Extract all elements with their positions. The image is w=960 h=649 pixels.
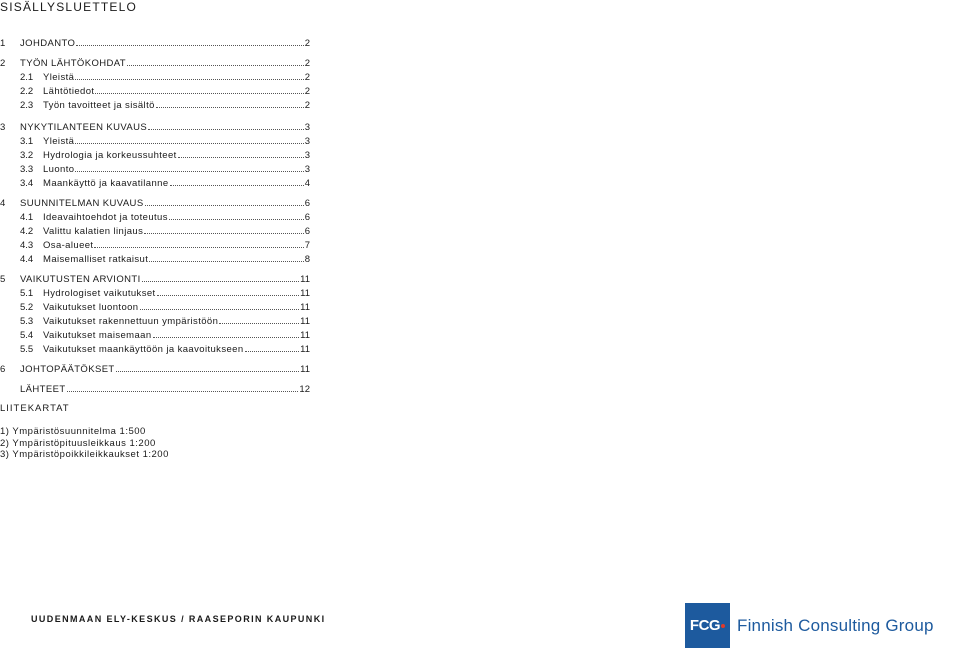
toc-entry-title: Vaikutukset rakennettuun ympäristöön xyxy=(43,316,219,327)
appendix-item: 1) Ympäristösuunnitelma 1:500 xyxy=(0,426,146,437)
toc-leader-dots xyxy=(95,84,303,94)
toc-leader-dots xyxy=(157,286,300,296)
toc-entry[interactable] xyxy=(0,342,310,355)
toc-entry-page: 3 xyxy=(304,136,310,147)
toc-entry-number: 2.2 xyxy=(20,86,34,97)
toc-leader-dots xyxy=(169,210,304,220)
toc-entry-title: Vaikutukset maisemaan xyxy=(43,330,152,341)
toc-entry-number: 2.3 xyxy=(20,100,34,111)
toc-entry[interactable] xyxy=(0,84,310,97)
toc-entry-title: JOHDANTO xyxy=(20,38,76,49)
toc-entry-title: Hydrologia ja korkeussuhteet xyxy=(43,150,177,161)
toc-entry-number: 4.1 xyxy=(20,212,34,223)
toc-entry-number: 5.1 xyxy=(20,288,34,299)
toc-entry-page: 6 xyxy=(304,198,310,209)
toc-entry-page: 2 xyxy=(304,86,310,97)
toc-entry-page: 7 xyxy=(304,240,310,251)
toc-entry-number: 5.4 xyxy=(20,330,34,341)
toc-entry-number: 3 xyxy=(0,122,6,133)
toc-leader-dots xyxy=(75,70,303,80)
toc-entry-page: 3 xyxy=(304,122,310,133)
toc-entry[interactable] xyxy=(0,238,310,251)
toc-leader-dots xyxy=(75,134,303,144)
toc-entry[interactable] xyxy=(0,196,310,209)
toc-entry-number: 3.3 xyxy=(20,164,34,175)
logo-company-name: Finnish Consulting Group xyxy=(737,616,934,635)
toc-entry[interactable] xyxy=(0,328,310,341)
toc-entry-page: 11 xyxy=(300,288,310,299)
toc-entry[interactable] xyxy=(0,98,310,111)
toc-entry[interactable] xyxy=(0,120,310,133)
toc-entry-title: SUUNNITELMAN KUVAUS xyxy=(20,198,144,209)
toc-leader-dots xyxy=(170,176,304,186)
appendix-list xyxy=(0,426,169,461)
toc-entry-title: Yleistä xyxy=(43,136,75,147)
toc-entry-title: Lähtötiedot xyxy=(43,86,95,97)
toc-leader-dots xyxy=(149,252,303,262)
toc-leader-dots xyxy=(245,342,300,352)
toc-entry-page: 12 xyxy=(299,384,310,395)
toc-entry-number: 4 xyxy=(0,198,6,209)
toc-entry-page: 11 xyxy=(300,330,310,341)
toc-leader-dots xyxy=(178,148,304,158)
toc-leader-dots xyxy=(140,300,300,310)
toc-entry-number: 3.1 xyxy=(20,136,34,147)
toc-entry-page: 11 xyxy=(300,344,310,355)
toc-entry[interactable] xyxy=(0,314,310,327)
toc-entry-title: Työn tavoitteet ja sisältö xyxy=(43,100,155,111)
toc-entry-number: 5.5 xyxy=(20,344,34,355)
toc-entry[interactable] xyxy=(0,286,310,299)
toc-entry-title: Maankäyttö ja kaavatilanne xyxy=(43,178,169,189)
toc-entry-title: Luonto xyxy=(43,164,75,175)
toc-entry-page: 2 xyxy=(304,38,310,49)
toc-entry-number: 6 xyxy=(0,364,6,375)
toc-entry-title: JOHTOPÄÄTÖKSET xyxy=(20,364,115,375)
toc-entry[interactable] xyxy=(0,300,310,313)
toc-leader-dots xyxy=(127,56,304,66)
toc-entry-page: 6 xyxy=(304,226,310,237)
toc-entry[interactable] xyxy=(0,36,310,49)
page-title: SISÄLLYSLUETTELO xyxy=(0,0,138,14)
toc-entry-page: 2 xyxy=(304,58,310,69)
toc-entry-page: 2 xyxy=(304,100,310,111)
toc-leader-dots xyxy=(76,36,303,46)
toc-entry-title: TYÖN LÄHTÖKOHDAT xyxy=(20,58,126,69)
appendix-item: 3) Ympäristöpoikkileikkaukset 1:200 xyxy=(0,449,169,460)
toc-entry-number: 4.3 xyxy=(20,240,34,251)
toc-entry-page: 11 xyxy=(300,274,310,285)
toc-entry[interactable] xyxy=(0,382,310,395)
toc-entry-title: Hydrologiset vaikutukset xyxy=(43,288,156,299)
toc-entry[interactable] xyxy=(0,162,310,175)
fcg-logo-icon xyxy=(685,603,730,648)
toc-entry-page: 6 xyxy=(304,212,310,223)
toc-entry[interactable] xyxy=(0,176,310,189)
logo-dot xyxy=(721,624,725,628)
toc-entry[interactable] xyxy=(0,70,310,83)
footer-client: UUDENMAAN ELY-KESKUS / RAASEPORIN KAUPUNKI xyxy=(31,614,326,624)
toc-entry-page: 3 xyxy=(304,164,310,175)
toc-leader-dots xyxy=(148,120,304,130)
logo-letters: FCG xyxy=(689,617,721,634)
toc-entry-number: 4.4 xyxy=(20,254,34,265)
toc-entry-title: Yleistä xyxy=(43,72,75,83)
toc-entry-title: Osa-alueet xyxy=(43,240,94,251)
toc-entry-number: 5.3 xyxy=(20,316,34,327)
toc-entry-title: VAIKUTUSTEN ARVIONTI xyxy=(20,274,141,285)
toc-entry[interactable] xyxy=(0,210,310,223)
appendix-item: 2) Ympäristöpituusleikkaus 1:200 xyxy=(0,437,156,449)
toc-entry-page: 2 xyxy=(304,72,310,83)
toc-entry-title: Vaikutukset maankäyttöön ja kaavoitukseen xyxy=(43,344,244,355)
toc-entry-number: 5.2 xyxy=(20,302,34,313)
toc-leader-dots xyxy=(156,98,304,108)
appendix-heading: LIITEKARTAT xyxy=(0,403,70,414)
toc-entry-number: 1 xyxy=(0,38,6,49)
toc-leader-dots xyxy=(219,314,299,324)
toc-leader-dots xyxy=(145,196,304,206)
toc-entry-number: 2 xyxy=(0,58,6,69)
toc-entry[interactable] xyxy=(0,272,310,285)
toc-leader-dots xyxy=(144,224,303,234)
toc-entry-title: LÄHTEET xyxy=(20,384,66,395)
toc-entry-title: Maisemalliset ratkaisut xyxy=(43,254,149,265)
toc-entry-page: 11 xyxy=(300,316,310,327)
toc-entry-title: Ideavaihtoehdot ja toteutus xyxy=(43,212,168,223)
toc-leader-dots xyxy=(153,328,300,338)
toc-entry-page: 11 xyxy=(300,302,310,313)
toc-entry-page: 8 xyxy=(304,254,310,265)
toc-entry-page: 4 xyxy=(304,178,310,189)
toc-leader-dots xyxy=(94,238,303,248)
toc-entry-number: 2.1 xyxy=(20,72,34,83)
toc-entry[interactable] xyxy=(0,56,310,69)
toc-entry-number: 3.2 xyxy=(20,150,34,161)
toc-entry-number: 4.2 xyxy=(20,226,34,237)
toc-entry-title: NYKYTILANTEEN KUVAUS xyxy=(20,122,148,133)
toc-entry[interactable] xyxy=(0,134,310,147)
toc-entry-number: 5 xyxy=(0,274,6,285)
toc-leader-dots xyxy=(75,162,303,172)
toc-entry-title: Valittu kalatien linjaus xyxy=(43,226,144,237)
toc-leader-dots xyxy=(142,272,300,282)
toc-entry[interactable] xyxy=(0,224,310,237)
toc-entry[interactable] xyxy=(0,148,310,161)
toc-leader-dots xyxy=(67,382,299,392)
toc-entry-page: 11 xyxy=(300,364,310,375)
toc-entry[interactable] xyxy=(0,362,310,375)
toc-entry[interactable] xyxy=(0,252,310,265)
toc-entry-number: 3.4 xyxy=(20,178,34,189)
toc-leader-dots xyxy=(116,362,299,372)
toc-entry-page: 3 xyxy=(304,150,310,161)
toc-entry-title: Vaikutukset luontoon xyxy=(43,302,139,313)
